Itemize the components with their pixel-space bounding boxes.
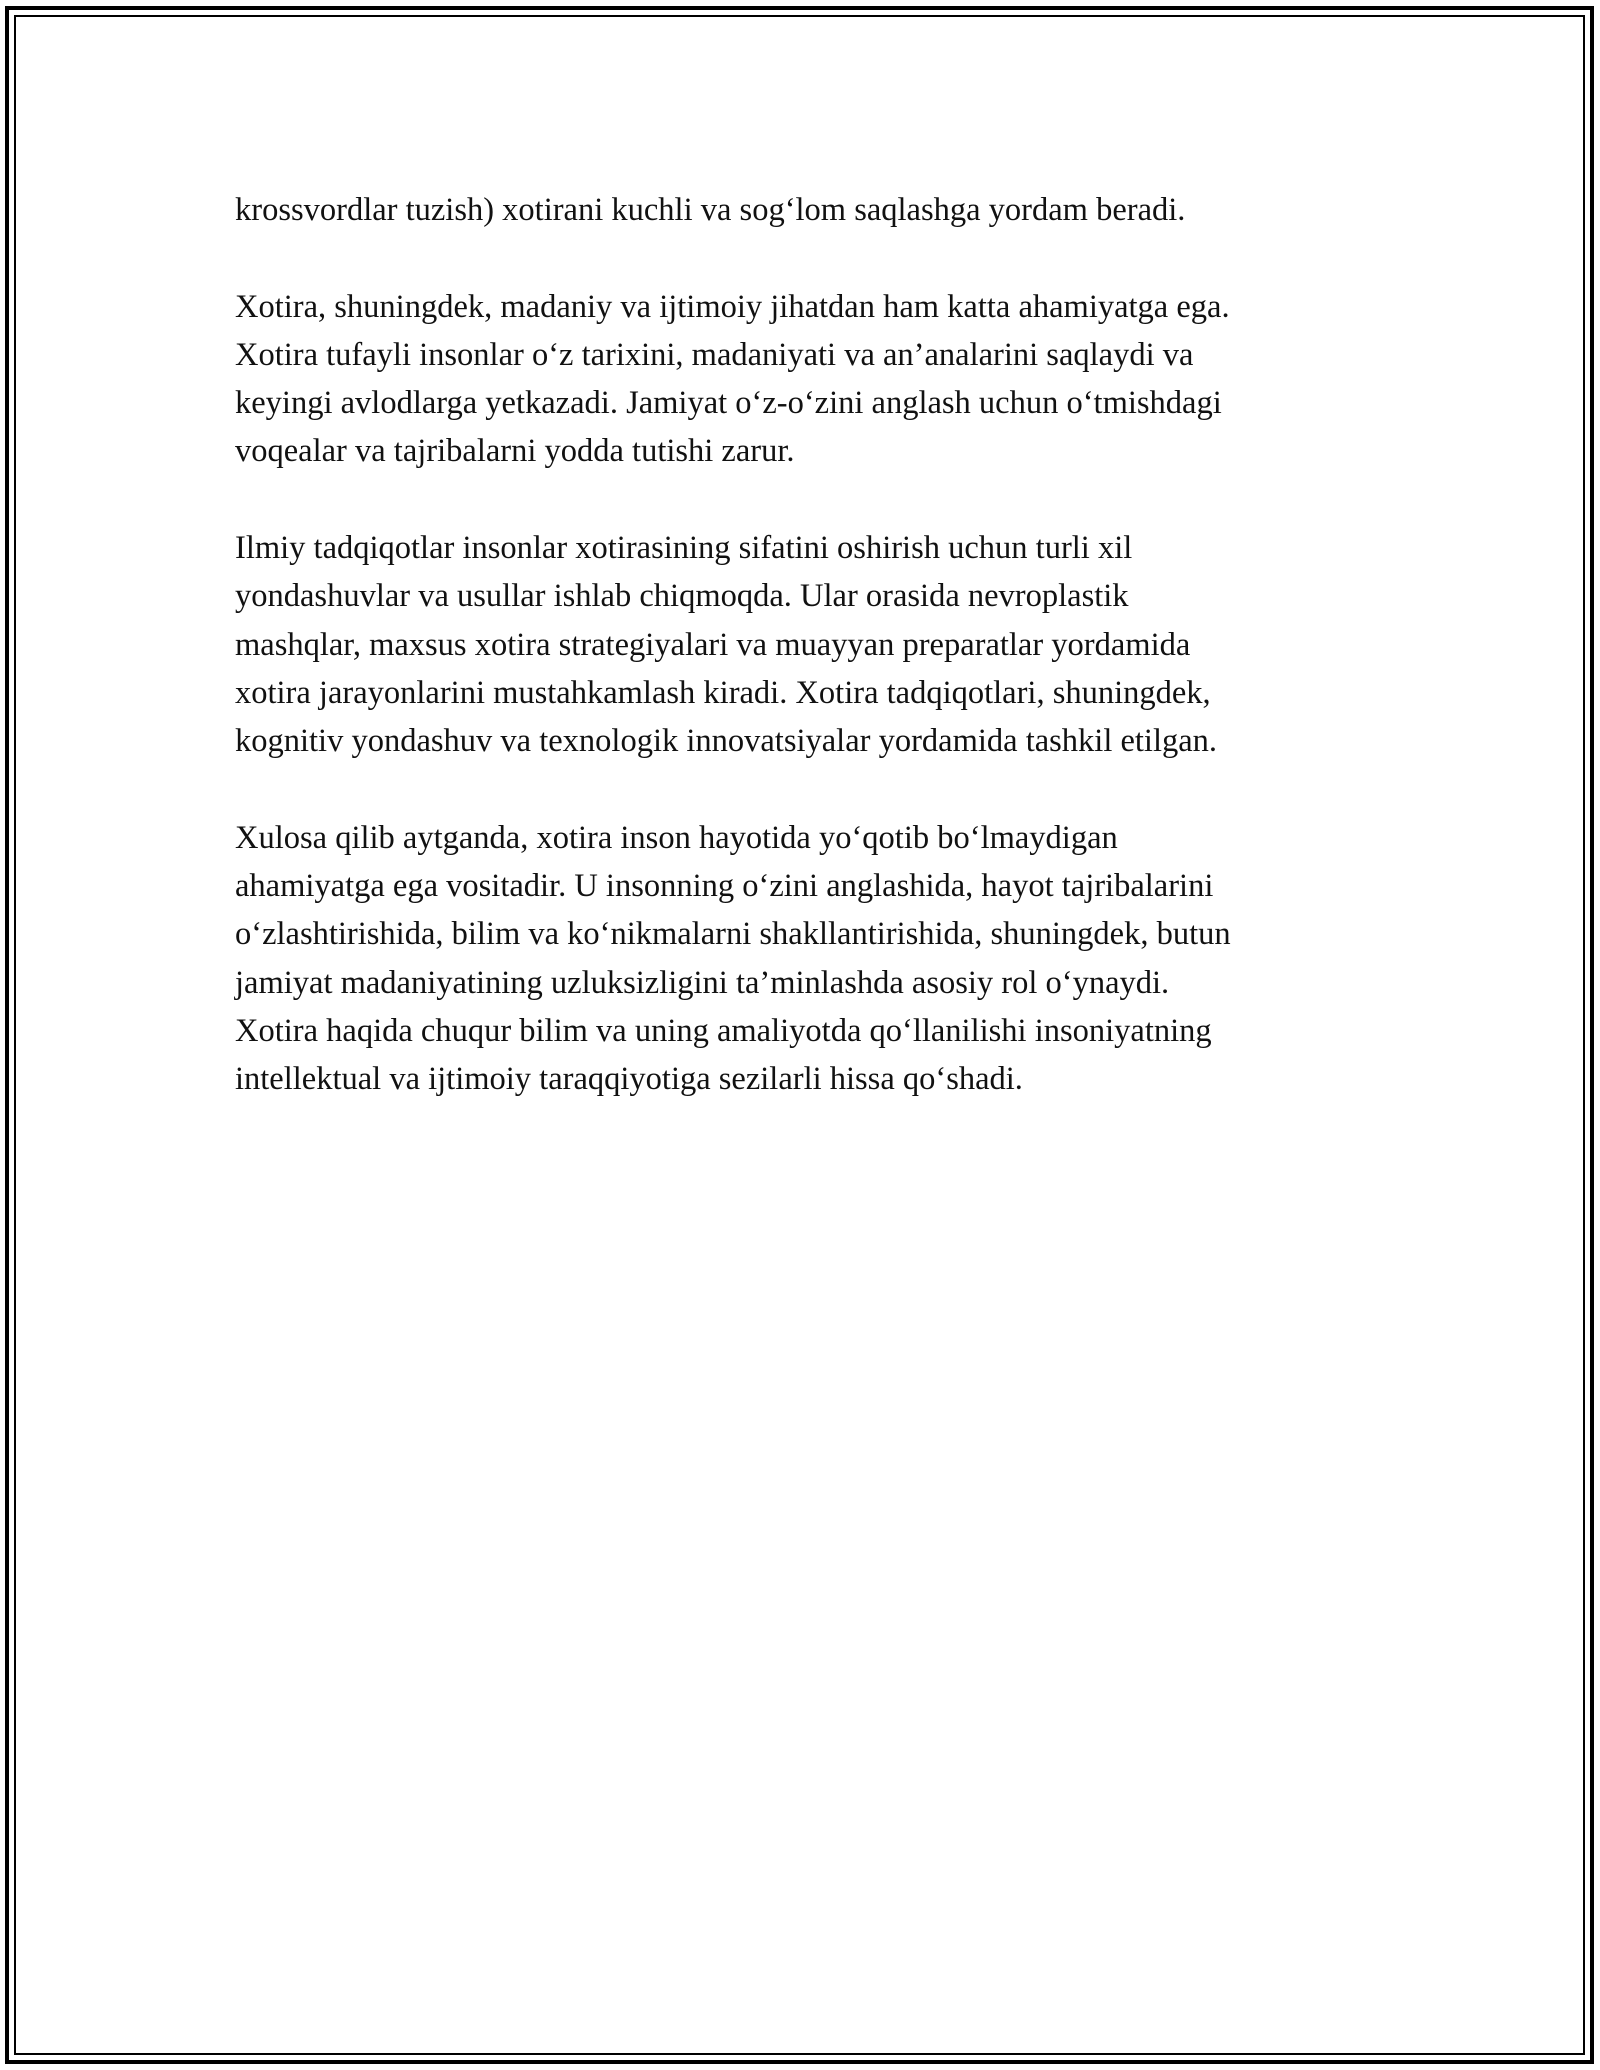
- text-line: Xulosa qilib aytganda, xotira inson hayotida yo‘qotib bo‘lmaydigan: [235, 819, 1118, 856]
- text-line: voqealar va tajribalarni yodda tutishi zarur.: [235, 433, 795, 470]
- text-line: xotira jarayonlarini mustahkamlash kiradi. Xotira tadqiqotlari, shuningdek,: [235, 674, 1211, 711]
- text-line: keyingi avlodlarga yetkazadi. Jamiyat o‘z-o‘zini anglash uchun o‘tmishdagi: [235, 385, 1222, 422]
- text-line: yondashuvlar va usullar ishlab chiqmoqda. Ular orasida nevroplastik: [235, 578, 1129, 615]
- text-line: kognitiv yondashuv va texnologik innovatsiyalar yordamida tashkil etilgan.: [235, 723, 1218, 760]
- paragraph-4: [235, 814, 1375, 1104]
- text-line: Ilmiy tadqiqotlar insonlar xotirasining sifatini oshirish uchun turli xil: [235, 530, 1133, 567]
- text-line: ahamiyatga ega vositadir. U insonning o‘zini anglashida, hayot tajribalarini: [235, 868, 1214, 905]
- text-line: o‘zlashtirishida, bilim va ko‘nikmalarni shakllantirishida, shuningdek, butun: [235, 916, 1231, 953]
- text-line: jamiyat madaniyatining uzluksizligini ta’minlashda asosiy rol o‘ynaydi.: [235, 964, 1170, 1001]
- text-line: intellektual va ijtimoiy taraqqiyotiga sezilarli hissa qo‘shadi.: [235, 1061, 1023, 1098]
- text-line: mashqlar, maxsus xotira strategiyalari va muayyan preparatlar yordamida: [235, 626, 1191, 663]
- paragraph-1: [235, 186, 1375, 234]
- text-line: Xotira tufayli insonlar o‘z tarixini, madaniyati va an’analarini saqlaydi va: [235, 336, 1194, 373]
- paragraph-2: [235, 283, 1375, 476]
- text-line: krossvordlar tuzish) xotirani kuchli va sog‘lom saqlashga yordam beradi.: [235, 192, 1186, 228]
- paragraph-3: [235, 524, 1375, 765]
- text-line: Xotira, shuningdek, madaniy va ijtimoiy jihatdan ham katta ahamiyatga ega.: [235, 288, 1230, 325]
- document-body: [235, 186, 1375, 1152]
- text-line: Xotira haqida chuqur bilim va uning amaliyotda qo‘llanilishi insoniyatning: [235, 1013, 1212, 1050]
